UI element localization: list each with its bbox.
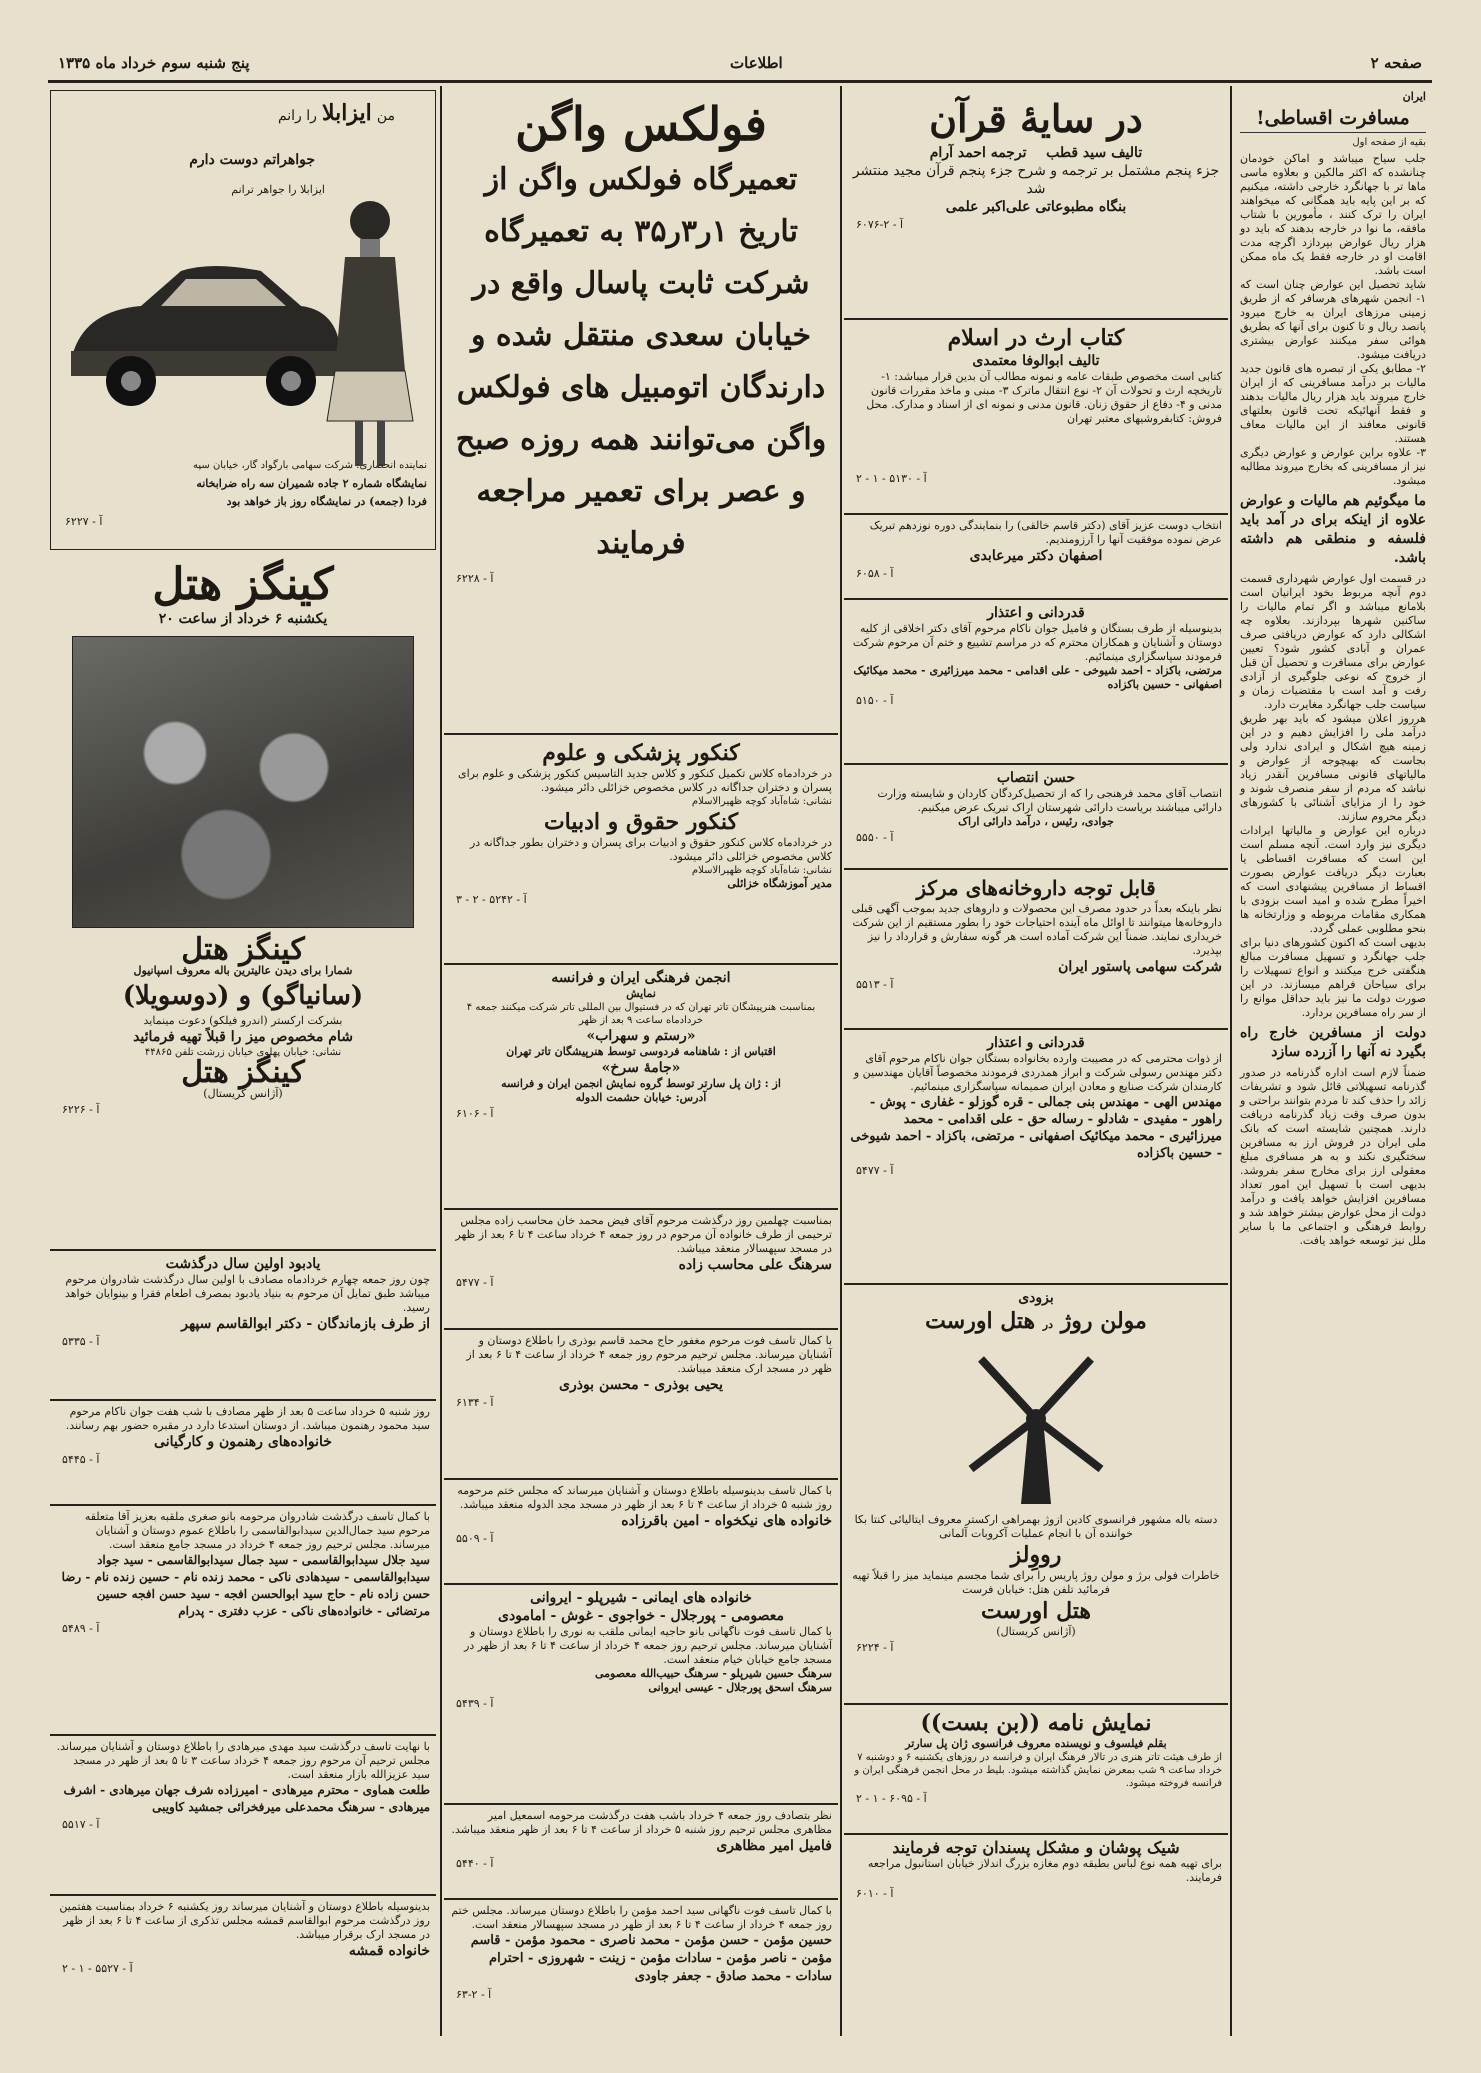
- quran-translator: ترجمه احمد آرام: [929, 145, 1027, 161]
- column-two: [844, 90, 1228, 2040]
- ad-code: آ - ۶۰۵۸: [856, 567, 894, 580]
- dancers-photo: [72, 636, 414, 928]
- notice6-body: با کمال تاسف فوت ناگهانی سید احمد مؤمن را باطلاع دوستان میرساند. مجلس ختم روز جمعه ۴ خرداد از ساعت ۴ تا ۶ بعد از ظهر در مسجد سپهسالار منعقد است.: [451, 1904, 832, 1931]
- isabella-slogan: جواهراتم دوست دارم: [189, 152, 315, 168]
- thanks-body: بدینوسیله از طرف بستگان و فامیل جوان ناکام مرحوم آقای دکتر اخلاقی از کلیه دوستان و آشنایان و همکاران محترم که در مراسم تشییع و ختم آن مرحوم شرکت فرمودند سپاسگزاری مینمائیم.: [852, 622, 1222, 663]
- news-paragraph: بدیهی است که اکنون کشورهای دنیا برای جلب جهانگرد و تسهیل مسافرت مبالغ هنگفتی خرج میکنند و انواع تسهیلات را برای سیاحان فراهم میسازند. در این صورت دولت ما نیز باید حداقل موانع را از سر راه مسافرین بردارد.: [1240, 936, 1426, 1019]
- anjoman-play2: «جامهٔ سرخ»: [601, 1060, 681, 1076]
- windmill-icon: [951, 1339, 1121, 1509]
- notice4-sign: سرهنگ حسین شیرپلو - سرهنگ حبیب‌الله معصومی: [594, 1667, 832, 1680]
- ad-code: آ - ۶۲۲۶: [62, 1103, 100, 1116]
- thanks-ad-2: [844, 1030, 1228, 1285]
- isabella-slogan2: ایزابلا را جواهر ترانم: [231, 183, 325, 196]
- kings-title-3: کینگز هتل: [181, 1055, 305, 1090]
- isabella-show: نمایشگاه شماره ۲ جاده شمیران سه راه ضرابخانه: [196, 477, 427, 490]
- news-paragraph: درباره این عوارض و مالیاتها ایرادات دیگری نیز وارد است. آنچه مسلم است این است که مسافرت اقساطی یا بعبارت دیگر دریافت عوارض بصورت اقساط از مسافرین پیشنهادی است که اخیراً مطرح شده و امید است بزودی با همکاری مقامات مربوطه و وزارتخانه ها بنحو مطلوبی عملی گردد.: [1240, 824, 1426, 935]
- newspaper-name: اطلاعات: [730, 54, 783, 72]
- kings-orchestra: بشرکت ارکستر (اندرو فیلکو) دعوت مینماید: [143, 1014, 343, 1027]
- anjoman-by2: از : ژان پل سارتر توسط گروه نمایش انجمن ایران و فرانسه: [501, 1077, 781, 1090]
- isabella-top2: را رانم: [277, 108, 317, 124]
- header-rule: [48, 80, 1432, 83]
- memorial-ad: [50, 1401, 436, 1506]
- continued-note: بقیه از صفحه اول: [1352, 137, 1426, 148]
- moulin-body: خاطرات فولی برژ و مولن روژ پاریس را برای شما مجسم مینماید میز را قبلاً تهیه فرمائید تلفن هتل: خیابان فرست: [852, 1569, 1220, 1596]
- ad-code: آ - ۵۴۷۷: [856, 1164, 894, 1177]
- ad-code: آ - ۵۴۴۰: [456, 1857, 494, 1870]
- woman-illustration-icon: [325, 191, 415, 471]
- column-three: [444, 90, 838, 2040]
- vw-title: فولکس واگن: [515, 97, 767, 151]
- page-number: صفحه ۲: [1370, 54, 1422, 72]
- notice4-body: با کمال تاسف فوت ناگهانی بانو حاجیه ایمانی ملقب به نوری را باطلاع دوستان و آشنایان میرساند. مجلس ترحیم روز جمعه ۴ خرداد از ساعت ۴ تا ۶ بعد از ظهر در مسجد جامع خیابان خیام منعقد است.: [464, 1625, 832, 1666]
- quran-title: در سایهٔ قرآن: [929, 96, 1143, 141]
- ad-code: آ - ۵۴۸۹: [62, 1622, 100, 1635]
- book-author: تالیف ابوالوفا معتمدی: [972, 353, 1100, 369]
- notice-ad: [444, 1210, 838, 1330]
- ad-code: آ - ۵۵۵۰: [856, 831, 894, 844]
- notice2-sign: یحیی بوذری - محسن بوذری: [559, 1377, 723, 1393]
- ad-code: آ - ۶۲۲۸: [456, 572, 494, 585]
- konkur2-title: کنکور حقوق و ادبیات: [543, 809, 739, 835]
- memorial5-body: بدینوسیله باطلاع دوستان و آشنایان میرساند روز یکشنبه ۶ خرداد بمناسبت هفتمین روز درگذشت مرحوم ابوالقاسم قمشه مجلس تذکری از ساعت ۴ تا ۶ بعد از ظهر در مسجد ارک برقرار میباشد.: [59, 1900, 430, 1941]
- col-divider-1: [1230, 86, 1232, 2036]
- isabella-top: من: [376, 108, 395, 124]
- kings-sub: یکشنبه ۶ خرداد از ساعت ۲۰: [158, 611, 328, 627]
- pharm-body: نظر باینکه بعداً در حدود مصرف این محصولات و داروهای جدید بموجب آگهی قبلی داروخانه‌ها میتوانند تا اوائل ماه آینده احتیاجات خود را بطور مستقیم از این شرکت خریداری نمایند. ضمناً این شرکت آماده است هر گونه سفارش و قرارداد را نیز بپذیرد.: [851, 902, 1222, 957]
- col-divider-2: [840, 86, 842, 2036]
- kings-dinner: شام مخصوص میز را قبلاً تهیه فرمائید: [133, 1029, 353, 1045]
- news-paragraph: هرروز اعلان میشود که باید بهر طریق درآمد ملی را افزایش دهیم و در این زمینه هیچ اشکال و ایرادی ندارد ولی بجاست که بهیچوجه از عوارض و مالیاتهای قانونی مسافرین آنقدر زیاد نباشد که مردم از سفر منصرف شوند و خود را از مزایای آشنائی با کشورهای دیگر محروم سازند.: [1240, 712, 1426, 823]
- kings-title-2: کینگز هتل: [181, 932, 305, 967]
- book-body: کتابی است مخصوص طبقات عامه و نمونه مطالب آن بدین قرار میباشد: ۱- تاریخچه ارث و تحولات آن ۲- نوع انتقال ماترک ۳- مبنی و ماخذ مقررات قانون مدنی و ۴- دفاع از حقوق زنان. قانون مدنی و نمونه ای از اسناد و مدارک. محل فروش: کتابفروشیهای معتبر تهران: [866, 370, 1222, 425]
- konkur1-addr: نشانی: شاه‌آباد کوچه ظهیرالاسلام: [691, 796, 832, 807]
- memorial2-body: روز شنبه ۵ خرداد ساعت ۵ بعد از ظهر مصادف با شب هفت جوان ناکام مرحوم سید محمود رهنمون میباشد. از دوستان استدعا دارد در مقبره حضور بهم رسانند.: [65, 1405, 430, 1432]
- play-author: بقلم فیلسوف و نویسنده معروف فرانسوی ژان پل سارتر: [905, 1737, 1167, 1750]
- quran-desc: جزء پنجم مشتمل بر ترجمه و شرح جزء پنجم قرآن مجید منتشر شد: [852, 163, 1220, 197]
- memorial-ad: [50, 1506, 436, 1736]
- news-paragraph: ۲- مطابق یکی از تبصره های قانون جدید مالیات بر درآمد مسافرینی که از ایران خارج میروند باید هزار ریال مالیات بدهند و فقط آنهائیکه تحت قانون بعلتهای قانونی معافند از این مالیات معاف هستند.: [1240, 362, 1426, 445]
- pharmacy-ad: [844, 870, 1228, 1030]
- moulin-in: در: [1042, 1318, 1054, 1331]
- dress-body: برای تهیه همه نوع لباس بطبقه دوم مغازه بزرگ اندلاز خیابان استانبول مراجعه فرمایند.: [867, 1857, 1222, 1884]
- book-ad: [844, 320, 1228, 515]
- konkur2-body: در خردادماه کلاس کنکور حقوق و ادبیات برای پسران و دختران بطور جداگانه در کلاس مخصوص خزائلی دائر میشود.: [469, 836, 832, 863]
- anjoman-sub: نمایش: [626, 987, 656, 1000]
- news-paragraph: در قسمت اول عوارض شهرداری قسمت دوم آنچه مربوط بخود ایرانیان است بلامانع میباشد و اگر تمام مالیات را ساکنین شهرها بپردازند. بعلاوه چه اشکالی دارد که عوارض دریافتی صرف عمران و آبادی کشور شود؟ تعیین عوارض برای مسافرت و تحصیل آن قبل از خروج که نوعی جلوگیری از آزادی رفت و آمد است با مقتضیات زمان و سیاست جلب جهانگرد مغایرت دارد.: [1240, 572, 1426, 711]
- ad-code: آ - ۵۴۷۷: [456, 1276, 494, 1289]
- quran-publisher: بنگاه مطبوعاتی علی‌اکبر علمی: [945, 199, 1127, 215]
- anjoman-addr: آدرس: خیابان حشمت الدوله: [575, 1091, 707, 1104]
- memorial3-body: با کمال تاسف درگذشت شادروان مرحومه بانو صغری ملقبه بعزیز آقا متعلقه مرحوم سید جمال‌الدین سیدابوالقاسمی را باطلاع عموم دوستان و آشنایان میرساند. مجلس ترحیم روز جمعه ۴ خرداد در مسجد جامع منعقد است.: [84, 1510, 430, 1551]
- moulin-desc: دسته باله مشهور فرانسوی کادین ازوژ بهمراهی ارکستر معروف ایتالیائی کنتا بکا خواننده آن با انجام عملیات آکروبات آلمانی: [854, 1513, 1218, 1540]
- play-body: از طرف هیئت تاتر هنری در تالار فرهنگ ایران و فرانسه در روزهای یکشنبه ۶ و دوشنبه ۷ خرداد ساعت ۹ شب بمعرض نمایش گذاشته میشود. بلیط در محل انجمن فرهنگی ایران و فرانسه فروخته میشود.: [854, 1752, 1222, 1789]
- notice2-body: با کمال تاسف فوت مرحوم مغفور حاج محمد قاسم بوذری را باطلاع دوستان و آشنایان میرساند. مجلس ترحیم مرحوم روز جمعه ۴ خرداد از ساعت ۴ تا ۶ بعد از ظهر در مسجد ارک منعقد میباشد.: [466, 1334, 832, 1375]
- issue-date: پنج شنبه سوم خرداد ماه ۱۳۳۵: [58, 54, 250, 72]
- congrats-ad: [844, 515, 1228, 600]
- anjoman-by: اقتباس از : شاهنامه فردوسی توسط هنرپیشگان تاتر تهران: [506, 1045, 776, 1058]
- congrats-body: انتخاب دوست عزیز آقای (دکتر قاسم خالقی) را بنمایندگی دوره نوزدهم تبریک عرض نموده موفقیت آنها را آرزومندیم.: [869, 519, 1222, 546]
- memorial-ad: [50, 1896, 436, 2014]
- ad-code: آ - ۵۵۱۳: [856, 978, 894, 991]
- isabella-show2: فردا (جمعه) در نمایشگاه روز باز خواهد بود: [226, 495, 427, 508]
- konkur-ad: [444, 735, 838, 965]
- col-divider-3: [440, 86, 442, 2036]
- quran-ad: [844, 90, 1228, 320]
- dress-title: شیک پوشان و مشکل پسندان توجه فرمایند: [892, 1838, 1180, 1857]
- ad-code: آ - ۲-۶۳: [456, 1988, 492, 2001]
- iran-france-ad: [444, 965, 838, 1210]
- memorial3-names: سید جلال سیدابوالقاسمی - سید جمال سیدابوالقاسمی - سید جواد سیدابوالقاسمی - سیدهادی ناکی - محمد زنده نام - حسین زنده نام - رضا حسن زاده نام - حاج سید ابوالحسن افجه - سید حسن افجه حسین مرتضائی - خانواده‌های ناکی - عزب دفتری - پدرام: [61, 1553, 430, 1618]
- congrats-sign: اصفهان دکتر میرعابدی: [969, 548, 1103, 564]
- ad-code: آ - ۶۰۱۰: [856, 1887, 894, 1900]
- anjoman-title: انجمن فرهنگی ایران و فرانسه: [551, 970, 731, 986]
- notice1-sign: سرهنگ علی محاسب زاده: [678, 1257, 832, 1273]
- konkur2-addr: نشانی: شاه‌آباد کوچه ظهیرالاسلام: [691, 865, 832, 876]
- kings-crystal: (آژانس کریستال): [203, 1087, 283, 1100]
- ad-code: آ - ۵۵۲۷ - ۱ - ۲: [62, 1962, 133, 1975]
- isabella-agent: نماینده انحصاری: شرکت سهامی بارگواد گار، خیابان سپه: [193, 460, 427, 471]
- appointment-ad: [844, 765, 1228, 870]
- notice-ad: [444, 1900, 838, 2040]
- ad-code: آ - ۲-۶۰۷۶: [856, 218, 904, 231]
- pharm-title: قابل توجه داروخانه‌های مرکز: [916, 876, 1156, 900]
- moulin-crystal: (آژانس کریستال): [996, 1625, 1076, 1638]
- notice1-body: بمناسبت چهلمین روز درگذشت مرحوم آقای فیض محمد خان محاسب زاده مجلس ترحیمی از طرف خانواده آن مرحوم در روز جمعه ۴ خرداد ساعت ۴ تا ۶ بعد از ظهر در مسجد سپهسالار منعقد میباشد.: [455, 1214, 832, 1255]
- kings-title: کینگز هتل: [152, 559, 334, 610]
- pharm-sign: شرکت سهامی پاستور ایران: [1058, 959, 1222, 975]
- notice5-body: نظر بتصادف روز جمعه ۴ خرداد باشب هفت درگذشت مرحومه اسمعیل امیر مظاهری مجلس ترحیم روز شنبه ۵ خرداد از ساعت ۴ تا ۶ بعد از ظهر منعقد میباشد.: [451, 1809, 832, 1836]
- news-paragraph: ۳- علاوه براین عوارض و عوارض دیگری نیز از مسافرینی که بخارج میروند مطالبه میشود.: [1240, 446, 1426, 487]
- memorial1-title: یادبود اولین سال درگذشت: [165, 1256, 321, 1272]
- ad-code: آ - ۶۰۹۵ - ۱ - ۲: [856, 1792, 927, 1805]
- car-icon: [61, 211, 351, 431]
- ad-code: آ - ۵۴۴۵: [62, 1453, 100, 1466]
- ad-code: آ - ۵۱۵۰: [856, 694, 894, 707]
- ad-code: آ - ۵۱۳۰ - ۱ - ۲: [856, 472, 927, 485]
- play-ad: [844, 1705, 1228, 1835]
- anjoman-body: بمناسبت هنرپیشگان تاتر تهران که در فستیوال بین المللی تاتر شرکت میکنند جمعه ۴ خردادماه ساعت ۹ بعد از ظهر: [466, 1002, 816, 1026]
- kings-sub-2: شمارا برای دیدن عالیترین باله معروف اسپانیول: [133, 964, 353, 977]
- notice5-sign: فامیل امیر مظاهری: [716, 1838, 832, 1854]
- news-bold-quote: دولت از مسافرین خارج راه بگیرد نه آنها را آزرده سازد: [1240, 1025, 1426, 1060]
- moulin-pre: بزودی: [1018, 1290, 1054, 1306]
- moulin-title: مولن روژ: [1060, 1308, 1147, 1334]
- notice3-body: با کمال تاسف بدینوسیله باطلاع دوستان و آشنایان میرساند که مجلس ختم مرحومه روز شنبه ۵ خرداد از ساعت ۴ تا ۶ بعد از ظهر در مسجد مجد الدوله منعقد میباشد.: [457, 1484, 832, 1511]
- notice-ad: [444, 1585, 838, 1805]
- moulin-hotel-2: هتل اورست: [981, 1598, 1091, 1624]
- news-paragraph: جلب سیاح میباشد و اماکن خودمان چنانشده که اکثر مالکین و بعلاوه ماسی ماها تر با جهانگرد خارجی داشته، میکنیم که بر این پایه باید همگانی که میخواهند ایران را ترک کنند ، مأمورین با شتاب مافقه، ما نوا در خارجه بدهند که باید دو هزار ریال عوارض بپردازد اگرچه مدت اقامت او در خارجه فقط یک ماه ممکن است باشد.: [1240, 152, 1426, 277]
- memorial4-names: طلعت هماوی - محترم میرهادی - امیرزاده شرف جهان میرهادی - اشرف میرهادی - سرهنگ محمدعلی میرفخرائی جمشید کاویبی: [63, 1783, 430, 1814]
- kings-hotel-ad: [50, 556, 436, 1251]
- thanks-ad: [844, 600, 1228, 765]
- notice3-sign: خانواده های نیکخواه - امین باقرزاده: [621, 1513, 832, 1529]
- anjoman-play: «رستم و سهراب»: [586, 1028, 696, 1044]
- notice-ad: [444, 1330, 838, 1480]
- memorial1-sign: از طرف بازماندگان - دکتر ابوالقاسم سپهر: [181, 1316, 430, 1332]
- moulin-rovez: رووِلز: [1010, 1542, 1062, 1568]
- moulin-hotel: هتل اورست: [925, 1308, 1036, 1334]
- isabella-brand: ایزابلا: [322, 100, 372, 126]
- ad-code: آ - ۵۵۱۷: [62, 1818, 100, 1831]
- kings-addr: نشانی: خیابان پهلوی خیابان زرشت تلفن ۴۴۸۶۵: [144, 1047, 342, 1058]
- dress-ad: [844, 1835, 1228, 1923]
- notice4-title: خانواده های ایمانی - شیرپلو - ایروانی: [530, 1590, 752, 1606]
- appoint-sign: جوادی، رئیس ، درآمد دارائی اراک: [958, 815, 1114, 828]
- ad-code: آ - ۵۵۰۹: [456, 1532, 494, 1545]
- memorial1-body: چون روز جمعه چهارم خردادماه مصادف با اولین سال درگذشت شادروان مرحوم میباشد طبق تمایل آن مرحوم به بنیاد یادبود بمصرف اطعام فقرا و بینوایان خواهد رسید.: [64, 1273, 430, 1314]
- thanks2-title: قدردانی و اعتذار: [987, 1035, 1085, 1051]
- section-label: ایران: [1402, 90, 1426, 103]
- vw-body: تعمیرگاه فولکس واگن از تاریخ ۱ر۳ر۳۵ به تعمیرگاه شرکت ثابت پاسال واقع در خیابان سعدی منتقل شده و دارندگان اتومبیل های فولکس واگن می‌توانند همه روزه صبح و عصر برای تعمیر مراجعه فرمایند: [455, 162, 827, 561]
- isabella-headline: [278, 99, 395, 127]
- news-bold-quote: ما میگوئیم هم مالیات و عوارض علاوه از اینکه برای در آمد باید فلسفه و منطقی هم داشته باشد.: [1240, 493, 1426, 566]
- memorial-ad: [50, 1251, 436, 1401]
- thanks-title: قدردانی و اعتذار: [987, 605, 1085, 621]
- play-title: نمایش نامه ((بن بست)): [920, 1710, 1152, 1736]
- quran-credits: [850, 144, 1222, 162]
- appoint-title: حسن انتصاب: [996, 770, 1076, 786]
- page-header: [50, 50, 1430, 80]
- thanks-names: مرتضی، باکزاد - احمد شیوخی - علی اقدامی - محمد میرزائیری - محمد میکائیک اصفهانی - حسین باکزاده: [853, 664, 1222, 691]
- memorial2-sign: خانواده‌های رهنمون و کارگیانی: [154, 1434, 332, 1450]
- column-four: [50, 90, 436, 2040]
- ad-code: آ - ۶۱۳۴: [456, 1396, 494, 1409]
- kings-spanish: (سانیاگو) و (دوسویلا): [122, 981, 364, 1011]
- ad-code: آ - ۶۲۲۴: [856, 1641, 894, 1654]
- notice-ad: [444, 1480, 838, 1585]
- konkur1-title: کنکور پزشکی و علوم: [542, 740, 740, 766]
- ad-code: آ - ۵۴۳۹: [456, 1697, 494, 1710]
- news-paragraph: ضمناً لازم است اداره گذرنامه در صدور گذرنامه تسهیلاتی قائل شود و تشریفات زائد را حذف کند تا مردم بتوانند براحتی و بدون صرف وقت زیاد گذرنامه دریافت دارند. همچنین شایسته است که بانک ملی ایران در فروش ارز به مسافرین سختگیری نکند و به هر مسافری مبلغ معقولی ارز برای مخارج سفر بفروشد. بدیهی است با تسهیل این امور تعداد مسافرین افزایش خواهد یافت و درآمد دولت از محل عوارض بیشتر خواهد شد و روابط فرهنگی و اجتماعی ما با سایر ملل نیز توسعه خواهد یافت.: [1240, 1066, 1426, 1247]
- volkswagen-ad: [444, 90, 838, 735]
- thanks2-names: مهندس الهی - مهندس بنی جمالی - قره گوزلو - غفاری - پوش - راهور - مفیدی - شادلو - رساله حق - علی اقدامی - محمد میرزائیری - محمد میکائیک اصفهانی - مرتضی، باکزاد - احمد شیوخی - حسین باکزاده: [850, 1095, 1222, 1161]
- news-column: [1236, 90, 1430, 2040]
- notice6-names: حسین مؤمن - حسن مؤمن - محمد ناصری - محمود مؤمن - قاسم مؤمن - ناصر مؤمن - سادات مؤمن - زینت - شهروزی - احترام سادات - محمد صادق - جعفر جاودی: [470, 1933, 832, 1984]
- book-title: کتاب ارث در اسلام: [947, 325, 1125, 351]
- quran-author: تالیف سید قطب: [1046, 145, 1143, 161]
- konkur1-body: در خردادماه کلاس تکمیل کنکور و کلاس جدید التاسیس کنکور پزشکی و علوم برای پسران و دختران جداگانه در کلاس مخصوص خزائلی دائر میشود.: [457, 767, 832, 794]
- notice4-sign2: سرهنگ اسحق پورجلال - عیسی ایروانی: [648, 1681, 832, 1694]
- notice-ad: [444, 1805, 838, 1900]
- memorial4-body: با نهایت تاسف درگذشت سید مهدی میرهادی را باطلاع دوستان و آشنایان میرساند. مجلس ترحیم آن مرحوم روز جمعه ۴ خرداد ساعت ۳ تا ۵ بعد از ظهر در مسجد سید عزیزالله بازار منعقد است.: [56, 1740, 430, 1781]
- news-paragraph: شاید تحصیل این عوارض چنان است که ۱- انجمن شهرهای هرسافر که از طریق زمینی مرزهای ایران به خارج میرود پانصد ریال و تا کنون برای آنها که بطریق هوائی سفر میکنند عوارض بیشتری دریافت میشود.: [1240, 278, 1426, 361]
- isabella-ad: [50, 90, 436, 550]
- memorial5-sign: خانواده قمشه: [348, 1943, 430, 1959]
- appoint-body: انتصاب آقای محمد فرهنجی را که از تحصیل‌کردگان کاردان و شایسته وزارت دارائی میباشند بریاست دارائی شهرستان اراک تبریک عرض میکنیم.: [877, 787, 1222, 814]
- moulin-rouge-ad: [844, 1285, 1228, 1705]
- thanks2-body: از ذوات محترمی که در مصیبت وارده بخانواده بستگان جوان ناکام مرحوم آقای دکتر مهندس رسولی شرکت و ابراز همدردی فرمودند مخصوصاً آقایان مهندسین و کارمندان شرکت صنایع و معادن ایران صمیمانه سپاسگزاری مینمائیم.: [853, 1052, 1222, 1093]
- notice4-names: معصومی - پورجلال - خواجوی - غوش - امامودی: [498, 1608, 784, 1624]
- ad-code: آ - ۵۲۴۲ - ۲ - ۳: [456, 893, 527, 906]
- ad-code: آ - ۶۱۰۶: [456, 1107, 494, 1120]
- news-title: مسافرت اقساطی!: [1240, 104, 1426, 133]
- konkur2-sign: مدیر آموزشگاه خزائلی: [727, 877, 832, 890]
- memorial-ad: [50, 1736, 436, 1896]
- ad-code: آ - ۶۲۲۷: [65, 515, 103, 528]
- moulin-title-line: [850, 1307, 1222, 1335]
- ad-code: آ - ۵۳۳۵: [62, 1335, 100, 1348]
